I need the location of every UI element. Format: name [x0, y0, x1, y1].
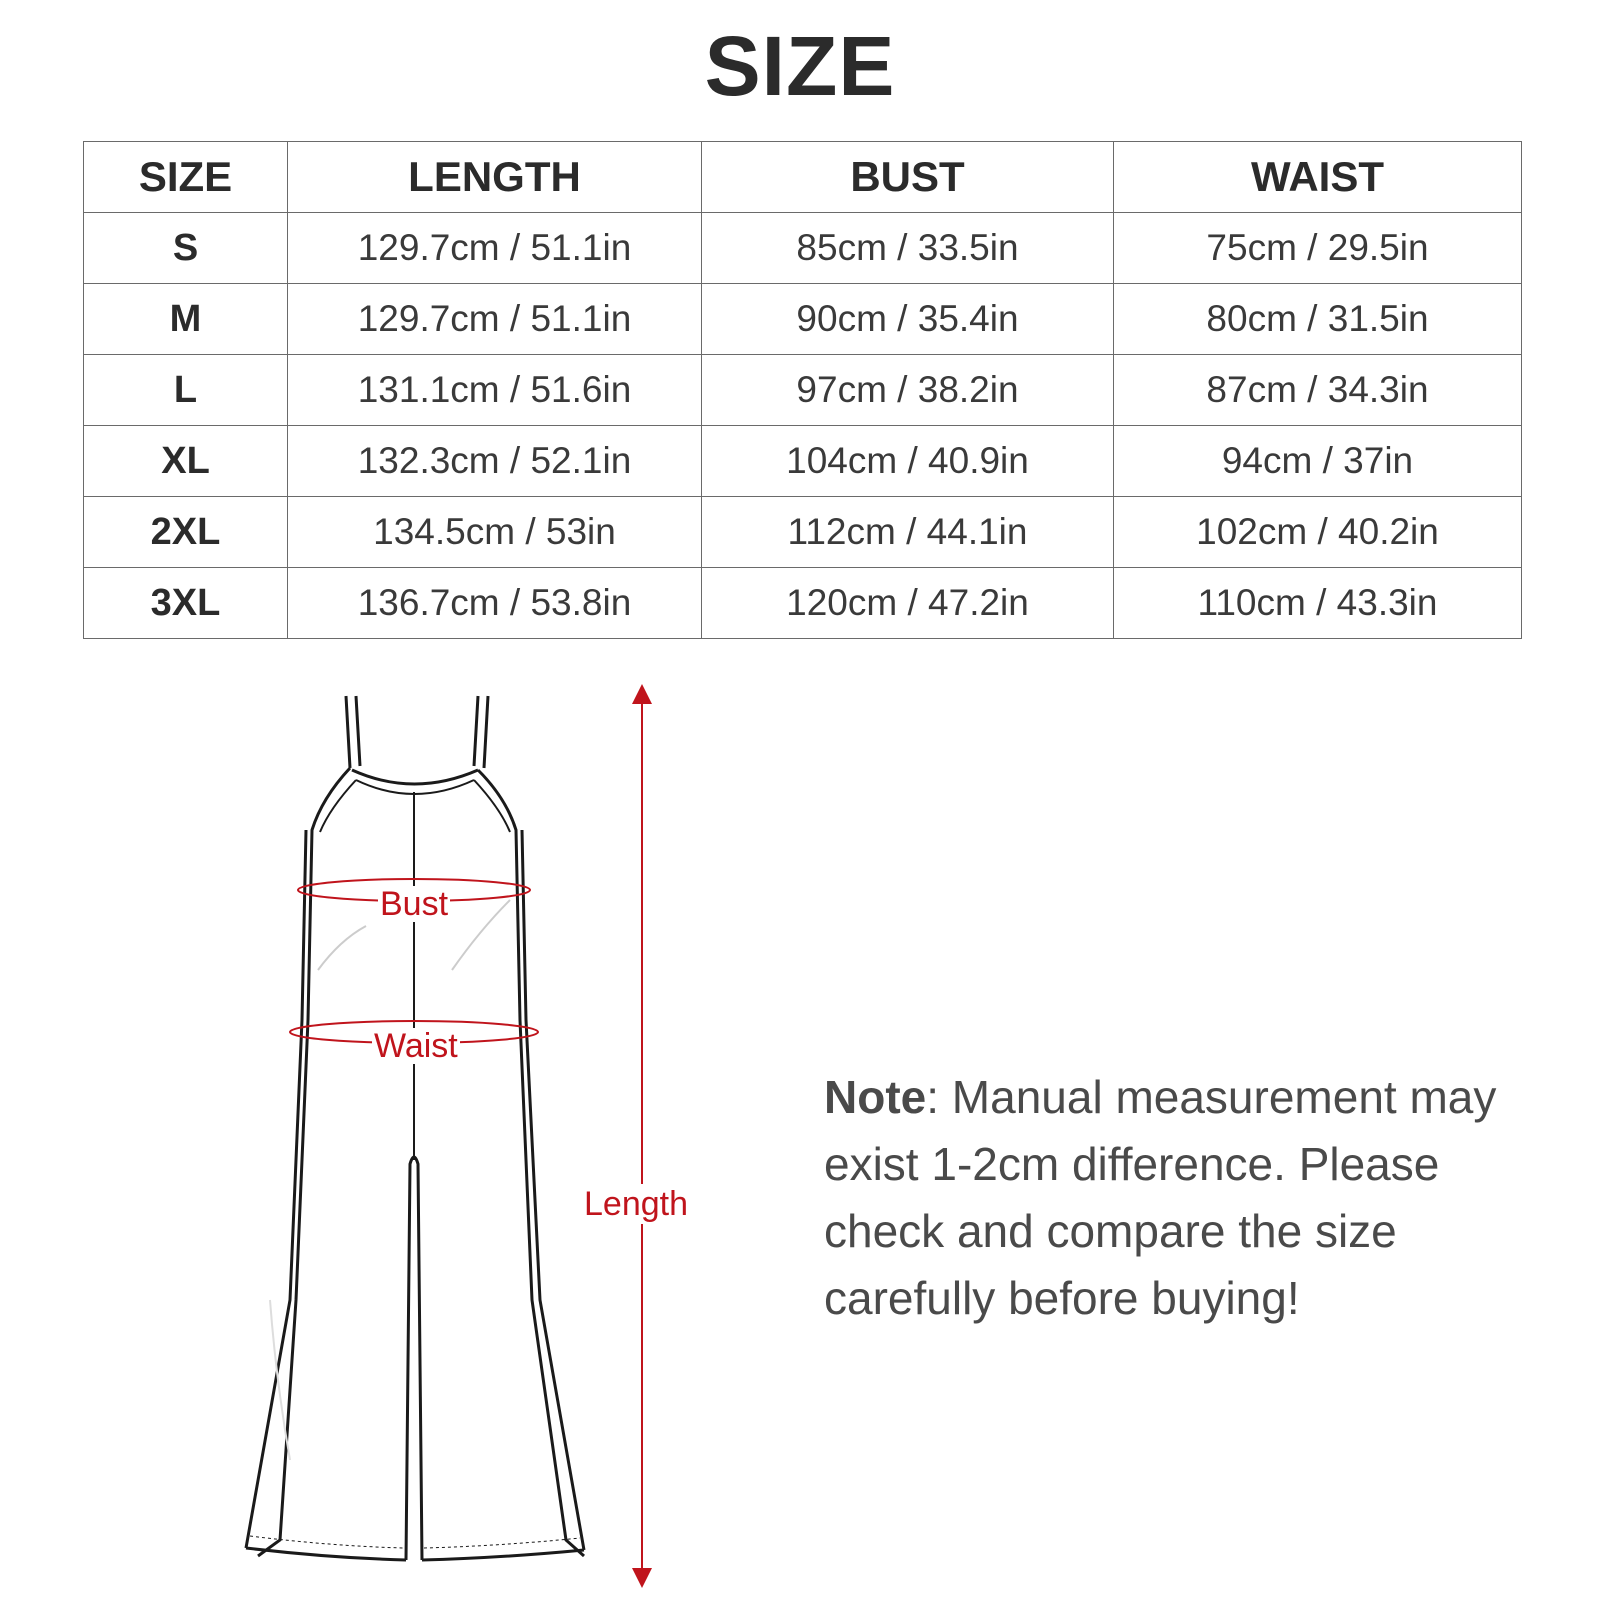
size-cell: L — [84, 355, 288, 426]
length-cell: 136.7cm / 53.8in — [288, 568, 702, 639]
waist-label: Waist — [374, 1027, 458, 1065]
table-row — [84, 426, 1522, 497]
left-hem — [246, 1548, 406, 1560]
size-cell: XL — [84, 426, 288, 497]
length-arrow-bottom — [632, 1568, 652, 1588]
waist-cell: 110cm / 43.3in — [1114, 568, 1522, 639]
page-title: SIZE — [704, 19, 896, 113]
waist-cell: 80cm / 31.5in — [1114, 284, 1522, 355]
right-strap — [474, 696, 488, 768]
bust-cell: 85cm / 33.5in — [702, 213, 1114, 284]
bust-cell: 112cm / 44.1in — [702, 497, 1114, 568]
measurement-note — [824, 1064, 1544, 1332]
size-cell: S — [84, 213, 288, 284]
length-cell: 129.7cm / 51.1in — [288, 284, 702, 355]
size-chart-table — [83, 141, 1522, 639]
waist-cell: 94cm / 37in — [1114, 426, 1522, 497]
neckline — [352, 770, 478, 784]
table-row — [84, 568, 1522, 639]
length-arrow-top — [632, 684, 652, 704]
left-strap — [346, 696, 360, 768]
right-hem — [422, 1550, 584, 1560]
inner-legs — [406, 1157, 422, 1560]
table-row — [84, 284, 1522, 355]
length-cell: 131.1cm / 51.6in — [288, 355, 702, 426]
note-text: : Manual measurement may exist 1-2cm difference. Please check and compare the size carefully before buying! — [824, 1071, 1497, 1324]
waist-cell: 75cm / 29.5in — [1114, 213, 1522, 284]
jumpsuit-illustration — [0, 680, 760, 1600]
length-cell: 132.3cm / 52.1in — [288, 426, 702, 497]
header-length: LENGTH — [288, 142, 702, 213]
table-row — [84, 213, 1522, 284]
bust-cell: 120cm / 47.2in — [702, 568, 1114, 639]
header-bust: BUST — [702, 142, 1114, 213]
size-cell: 2XL — [84, 497, 288, 568]
table-header-row — [84, 142, 1522, 213]
bust-cell: 97cm / 38.2in — [702, 355, 1114, 426]
length-label: Length — [584, 1185, 688, 1223]
right-side — [478, 770, 584, 1556]
size-cell: 3XL — [84, 568, 288, 639]
table-row — [84, 355, 1522, 426]
waist-cell: 87cm / 34.3in — [1114, 355, 1522, 426]
header-size: SIZE — [84, 142, 288, 213]
size-cell: M — [84, 284, 288, 355]
header-waist: WAIST — [1114, 142, 1522, 213]
length-cell: 129.7cm / 51.1in — [288, 213, 702, 284]
length-cell: 134.5cm / 53in — [288, 497, 702, 568]
waist-cell: 102cm / 40.2in — [1114, 497, 1522, 568]
note-label: Note — [824, 1071, 927, 1123]
jumpsuit-diagram — [0, 680, 760, 1600]
bust-cell: 90cm / 35.4in — [702, 284, 1114, 355]
bust-label: Bust — [380, 885, 449, 923]
bust-cell: 104cm / 40.9in — [702, 426, 1114, 497]
table-row — [84, 497, 1522, 568]
